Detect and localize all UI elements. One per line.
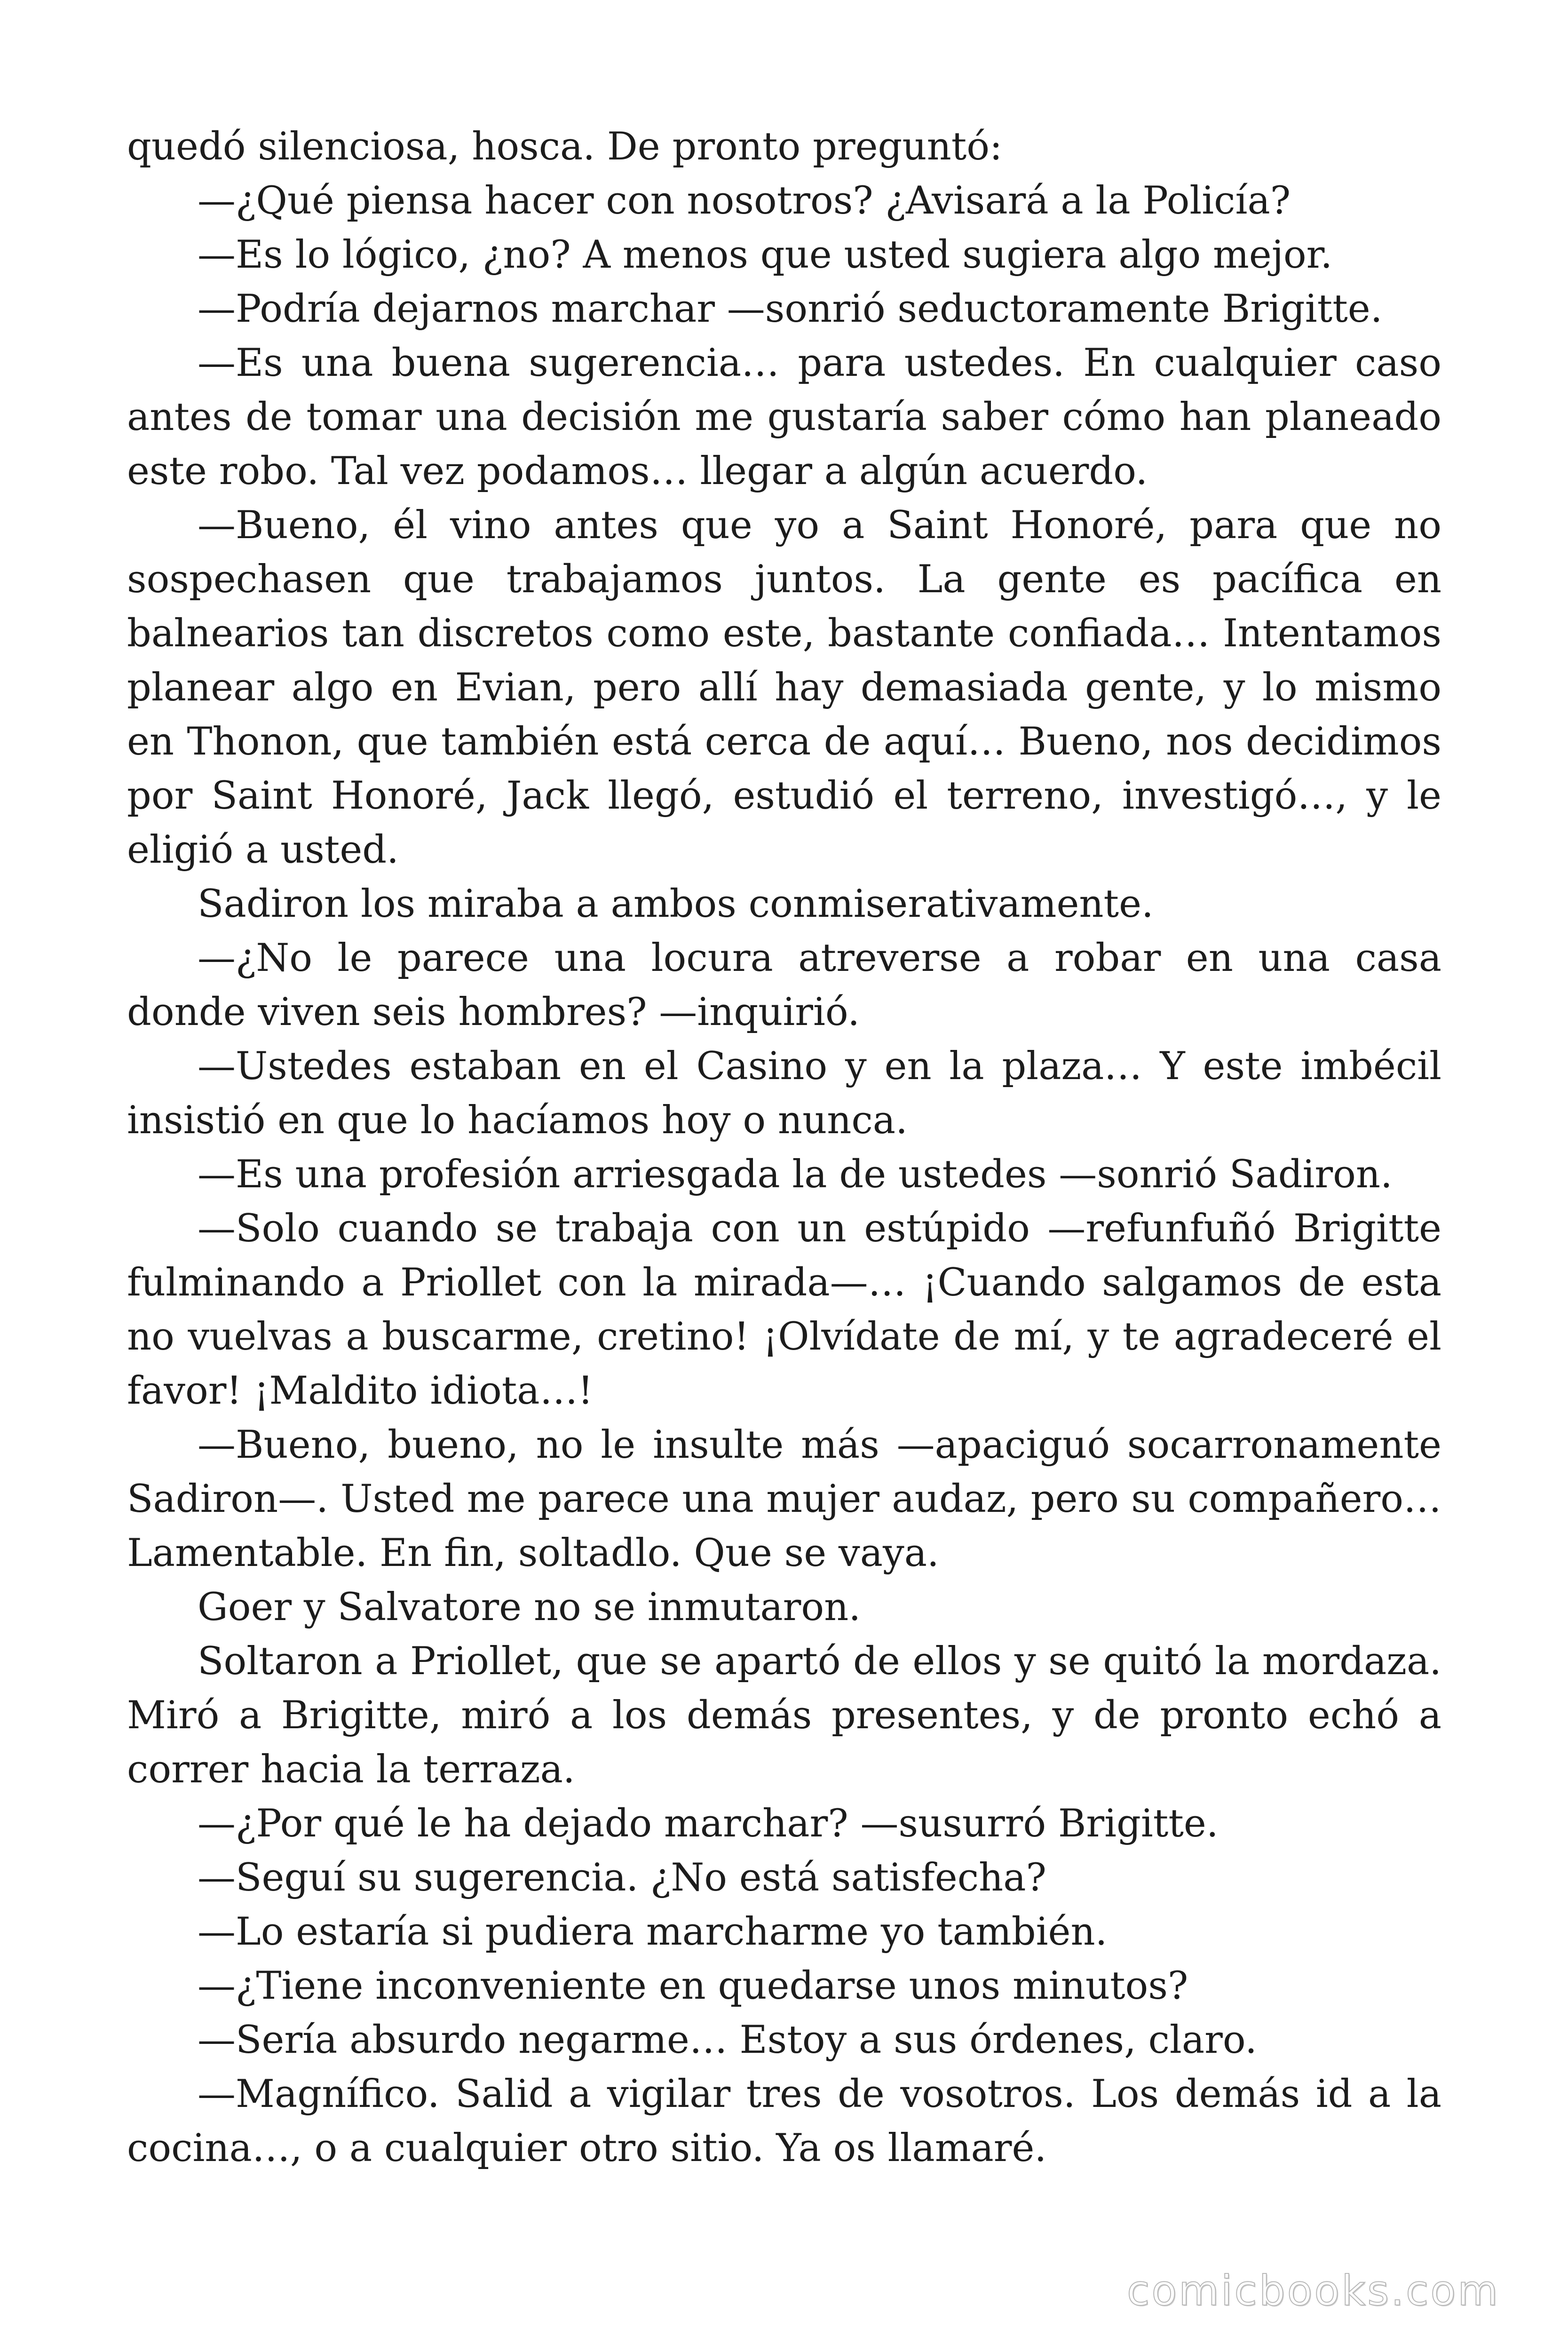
paragraph: —Lo estaría si pudiera marcharme yo también.	[198, 1910, 1108, 1954]
body-text	[127, 120, 1441, 2176]
paragraph: —Bueno, él vino antes que yo a Saint Honoré, para que no sospechasen que trabajamos juntos. La gente es pacífica en balnearios tan discretos como este, bastante confiada… Intentamos planear algo en Evian, pero allí hay demasiada gente, y lo mismo en Thonon, que también está cerca de aquí… Bueno, nos decidimos por Saint Honoré, Jack llegó, estudió el terreno, investigó…, y le eligió a usted.	[127, 503, 1441, 872]
paragraph: quedó silenciosa, hosca. De pronto preguntó:	[127, 125, 1003, 169]
paragraph: —¿Qué piensa hacer con nosotros? ¿Avisará a la Policía?	[198, 179, 1291, 223]
paragraph: —Es una profesión arriesgada la de ustedes —sonrió Sadiron.	[198, 1152, 1393, 1197]
paragraph: —Magnífico. Salid a vigilar tres de vosotros. Los demás id a la cocina…, o a cualquier otro sitio. Ya os llamaré.	[127, 2072, 1441, 2170]
paragraph: —Solo cuando se trabaja con un estúpido —refunfuñó Brigitte fulminando a Priollet con la mirada—… ¡Cuando salgamos de esta no vuelvas a buscarme, cretino! ¡Olvídate de mí, y te agradeceré el favor! ¡Maldito idiota…!	[127, 1207, 1441, 1413]
paragraph: —¿No le parece una locura atreverse a robar en una casa donde viven seis hombres? —inquirió.	[127, 936, 1441, 1034]
paragraph: —Es lo lógico, ¿no? A menos que usted sugiera algo mejor.	[198, 233, 1333, 277]
paragraph: Sadiron los miraba a ambos conmiserativamente.	[198, 882, 1154, 926]
paragraph: —Bueno, bueno, no le insulte más —apaciguó socarronamente Sadiron—. Usted me parece una mujer audaz, pero su compañero… Lamentable. En fin, soltadlo. Que se vaya.	[127, 1423, 1441, 1575]
paragraph: Goer y Salvatore no se inmutaron.	[198, 1585, 861, 1629]
paragraph: —Es una buena sugerencia… para ustedes. En cualquier caso antes de tomar una decisión me gustaría saber cómo han planeado este robo. Tal vez podamos… llegar a algún acuerdo.	[127, 341, 1441, 493]
paragraph: Soltaron a Priollet, que se apartó de ellos y se quitó la mordaza. Miró a Brigitte, miró a los demás presentes, y de pronto echó a correr hacia la terraza.	[127, 1639, 1441, 1792]
paragraph: —Ustedes estaban en el Casino y en la plaza… Y este imbécil insistió en que lo hacíamos hoy o nunca.	[127, 1044, 1441, 1143]
paragraph: —Sería absurdo negarme… Estoy a sus órdenes, claro.	[198, 2018, 1257, 2062]
paragraph: —Podría dejarnos marchar —sonrió seductoramente Brigitte.	[198, 287, 1383, 331]
paragraph: —¿Tiene inconveniente en quedarse unos minutos?	[198, 1964, 1188, 2008]
paragraph: —¿Por qué le ha dejado marchar? —susurró Brigitte.	[198, 1802, 1219, 1846]
paragraph: —Seguí su sugerencia. ¿No está satisfecha?	[198, 1856, 1046, 1900]
watermark: comicbooks.com	[1126, 2266, 1500, 2315]
